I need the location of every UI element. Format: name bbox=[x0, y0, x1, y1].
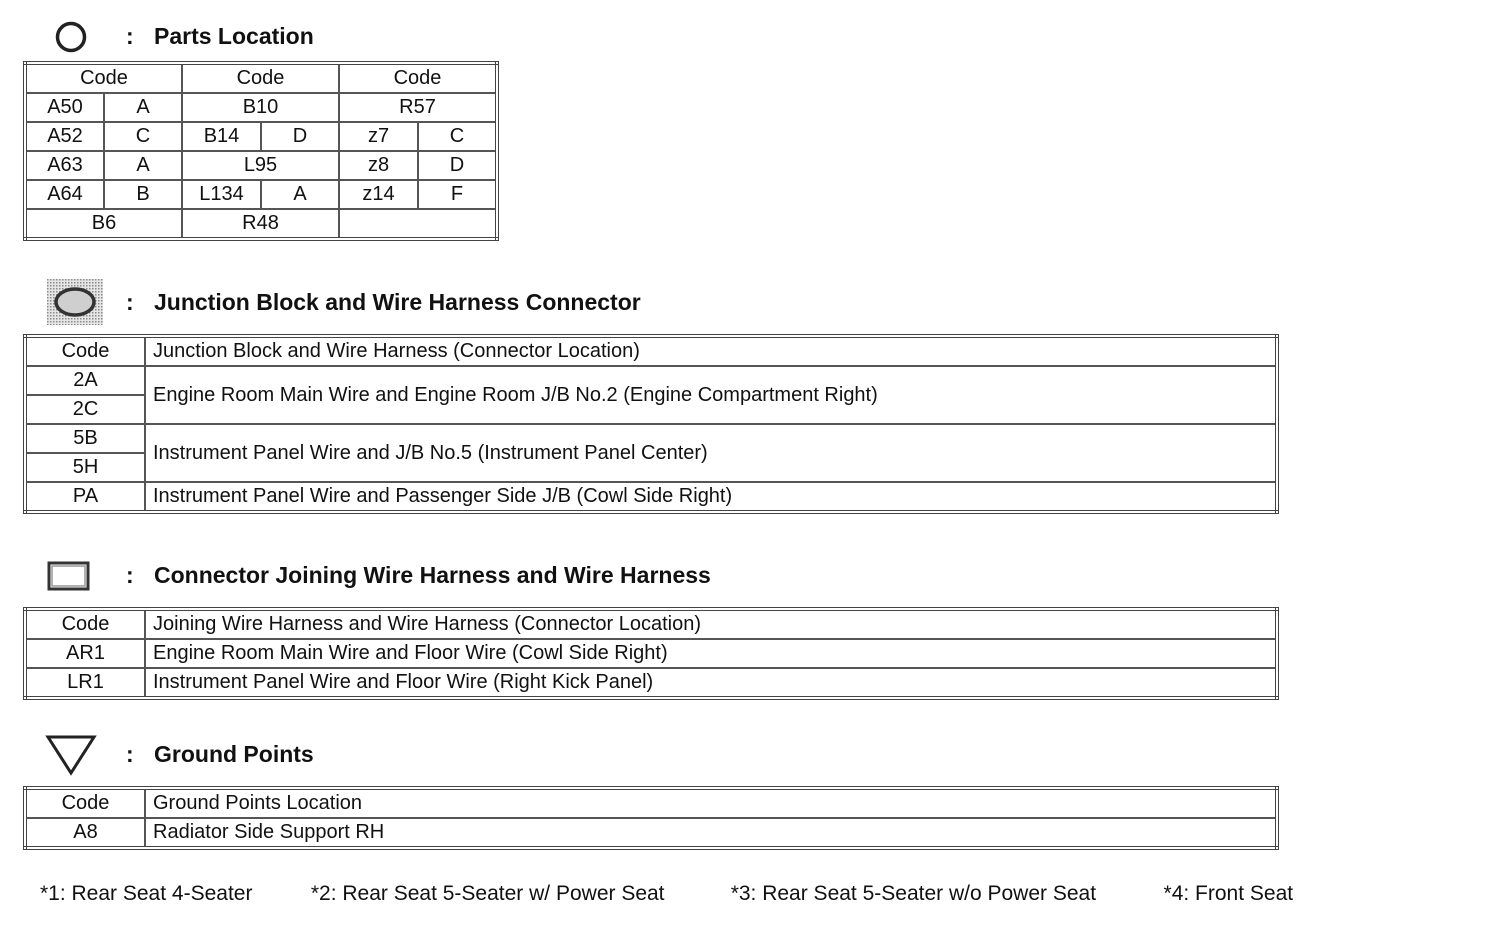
table-row bbox=[25, 151, 497, 180]
junction-colon: : bbox=[126, 289, 134, 315]
part-code: A50 bbox=[25, 93, 104, 122]
table-row bbox=[25, 668, 1277, 698]
part-location: C bbox=[418, 122, 497, 151]
table-row bbox=[25, 122, 497, 151]
connector-location: Instrument Panel Wire and Floor Wire (Right Kick Panel) bbox=[145, 668, 1277, 698]
connector-colon: : bbox=[126, 562, 134, 588]
column-header-description: Junction Block and Wire Harness (Connector Location) bbox=[145, 336, 1277, 366]
footnotes bbox=[40, 882, 1293, 906]
connector-location: Instrument Panel Wire and J/B No.5 (Instrument Panel Center) bbox=[145, 424, 1277, 482]
connector-joining-table bbox=[23, 607, 1279, 700]
table-row bbox=[25, 424, 1277, 453]
footnote-4: *4: Front Seat bbox=[1163, 882, 1294, 905]
part-location: C bbox=[104, 122, 182, 151]
footnote-2: *2: Rear Seat 5-Seater w/ Power Seat bbox=[310, 882, 665, 905]
circle-icon bbox=[53, 21, 89, 53]
table-row bbox=[25, 639, 1277, 668]
table-row bbox=[25, 93, 497, 122]
column-header-description: Ground Points Location bbox=[145, 788, 1277, 818]
ground-location: Radiator Side Support RH bbox=[145, 818, 1277, 848]
part-code: B14 bbox=[182, 122, 261, 151]
connector-location: Engine Room Main Wire and Engine Room J/B No.2 (Engine Compartment Right) bbox=[145, 366, 1277, 424]
part-code: L134 bbox=[182, 180, 261, 209]
parts-location-title: Parts Location bbox=[154, 23, 314, 49]
rectangle-icon bbox=[47, 561, 91, 591]
ground-code: A8 bbox=[25, 818, 145, 848]
table-row bbox=[25, 209, 497, 239]
connector-code: 2A bbox=[25, 366, 145, 395]
connector-location: Engine Room Main Wire and Floor Wire (Cowl Side Right) bbox=[145, 639, 1277, 668]
connector-code: AR1 bbox=[25, 639, 145, 668]
column-header: Code bbox=[182, 63, 339, 93]
table-row bbox=[25, 180, 497, 209]
part-code: z8 bbox=[339, 151, 418, 180]
part-code: A63 bbox=[25, 151, 104, 180]
table-row bbox=[25, 818, 1277, 848]
table-header-row bbox=[25, 609, 1277, 639]
footnote-1: *1: Rear Seat 4-Seater bbox=[40, 882, 253, 905]
connector-location: Instrument Panel Wire and Passenger Side J/B (Cowl Side Right) bbox=[145, 482, 1277, 512]
column-header-code: Code bbox=[25, 788, 145, 818]
part-location: B bbox=[104, 180, 182, 209]
part-code: B10 bbox=[182, 93, 339, 122]
part-code: z14 bbox=[339, 180, 418, 209]
part-code: L95 bbox=[182, 151, 339, 180]
part-code: A64 bbox=[25, 180, 104, 209]
junction-block-title: Junction Block and Wire Harness Connector bbox=[154, 289, 641, 315]
part-location: A bbox=[104, 151, 182, 180]
part-location: D bbox=[261, 122, 339, 151]
part-location: F bbox=[418, 180, 497, 209]
table-row bbox=[25, 482, 1277, 512]
connector-code: LR1 bbox=[25, 668, 145, 698]
part-location: A bbox=[104, 93, 182, 122]
connector-code: PA bbox=[25, 482, 145, 512]
junction-block-table bbox=[23, 334, 1279, 514]
connector-code: 5H bbox=[25, 453, 145, 482]
connector-code: 5B bbox=[25, 424, 145, 453]
connector-joining-title: Connector Joining Wire Harness and Wire Harness bbox=[154, 562, 711, 588]
part-location: A bbox=[261, 180, 339, 209]
empty-cell bbox=[339, 209, 497, 239]
connector-code: 2C bbox=[25, 395, 145, 424]
table-header-row bbox=[25, 788, 1277, 818]
part-code: R57 bbox=[339, 93, 497, 122]
ground-points-title: Ground Points bbox=[154, 741, 314, 767]
column-header-code: Code bbox=[25, 609, 145, 639]
shaded-oval-icon bbox=[47, 279, 103, 325]
parts-location-table bbox=[23, 61, 499, 241]
part-code: B6 bbox=[25, 209, 182, 239]
column-header: Code bbox=[339, 63, 497, 93]
ground-colon: : bbox=[126, 741, 134, 767]
ground-points-table bbox=[23, 786, 1279, 850]
part-code: z7 bbox=[339, 122, 418, 151]
footnote-3: *3: Rear Seat 5-Seater w/o Power Seat bbox=[730, 882, 1097, 905]
table-header-row bbox=[25, 336, 1277, 366]
parts-colon: : bbox=[126, 23, 134, 49]
part-code: A52 bbox=[25, 122, 104, 151]
table-header-row bbox=[25, 63, 497, 93]
part-code: R48 bbox=[182, 209, 339, 239]
triangle-down-icon bbox=[45, 733, 97, 777]
part-location: D bbox=[418, 151, 497, 180]
column-header-description: Joining Wire Harness and Wire Harness (Connector Location) bbox=[145, 609, 1277, 639]
column-header-code: Code bbox=[25, 336, 145, 366]
column-header: Code bbox=[25, 63, 182, 93]
table-row bbox=[25, 366, 1277, 395]
